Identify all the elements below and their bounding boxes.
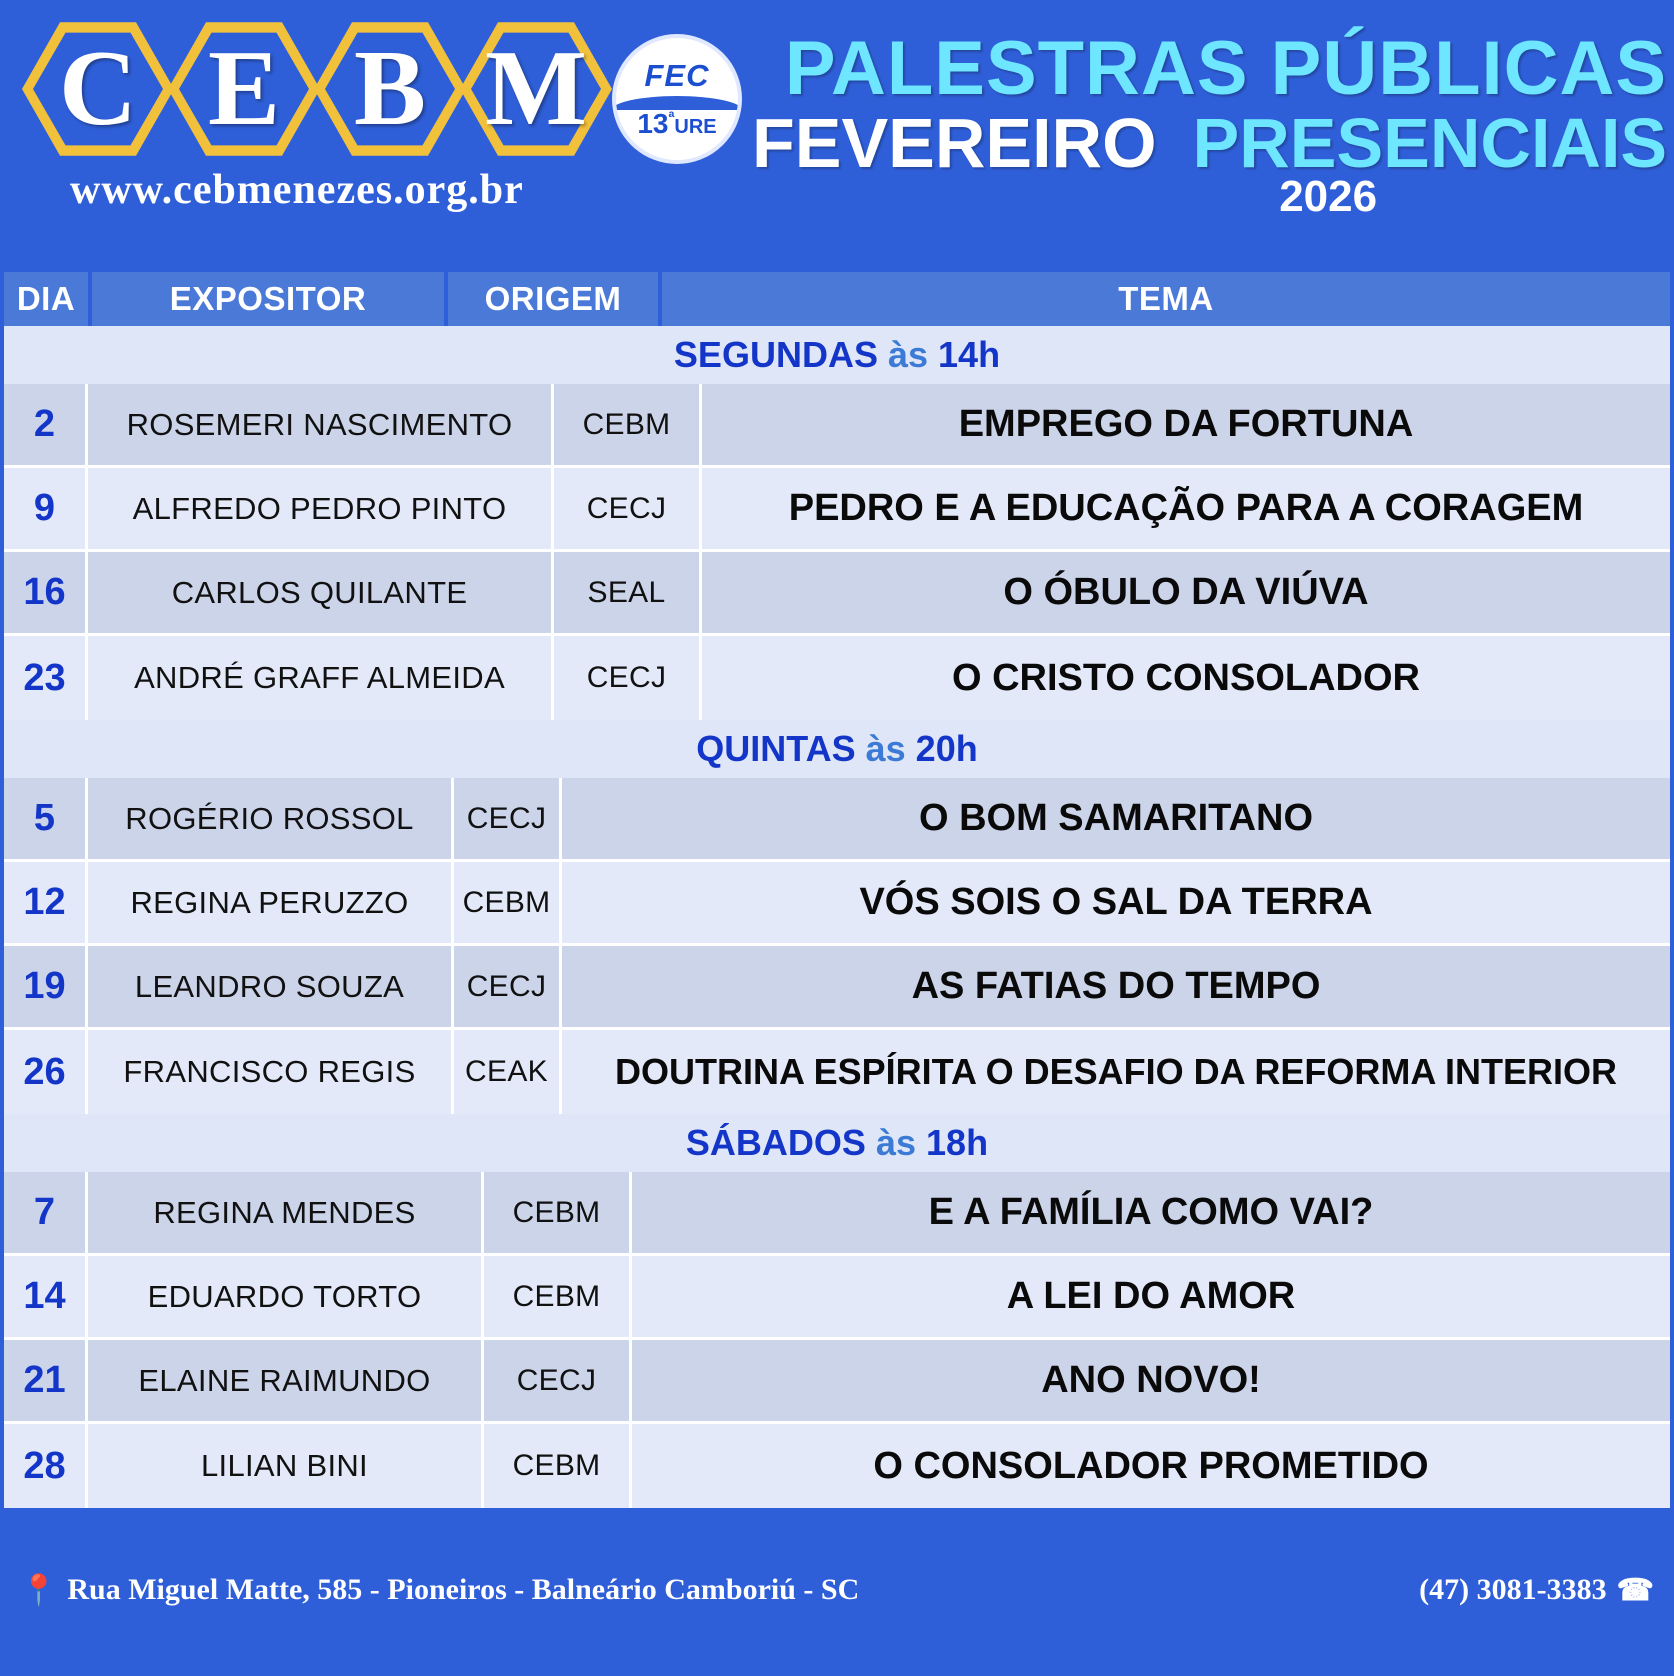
cell-expositor: REGINA MENDES bbox=[88, 1172, 484, 1253]
logo-hex-m bbox=[460, 18, 612, 160]
cell-expositor: REGINA PERUZZO bbox=[88, 862, 454, 943]
cell-expositor: ROGÉRIO ROSSOL bbox=[88, 778, 454, 859]
column-header-tema: TEMA bbox=[662, 272, 1670, 326]
logo-hex-e bbox=[168, 18, 320, 160]
schedule-group-segundas bbox=[4, 384, 1670, 720]
cell-dia: 9 bbox=[4, 468, 88, 549]
cell-dia: 19 bbox=[4, 946, 88, 1027]
table-row[interactable] bbox=[4, 1030, 1670, 1114]
cell-dia: 26 bbox=[4, 1030, 88, 1114]
cell-dia: 21 bbox=[4, 1340, 88, 1421]
cell-tema: O CRISTO CONSOLADOR bbox=[952, 656, 1420, 699]
cell-expositor: ELAINE RAIMUNDO bbox=[88, 1340, 484, 1421]
telephone-icon: ☎ bbox=[1616, 1573, 1654, 1607]
cell-origem: CEAK bbox=[454, 1030, 562, 1114]
footer-phone[interactable]: (47) 3081-3383 bbox=[1419, 1573, 1607, 1606]
logo-letter: M bbox=[485, 29, 587, 148]
footer-address: Rua Miguel Matte, 585 - Pioneiros - Balneário Camboriú - SC bbox=[67, 1573, 860, 1606]
cell-expositor: LEANDRO SOUZA bbox=[88, 946, 454, 1027]
poster-title-mode: PRESENCIAIS bbox=[1192, 103, 1668, 182]
schedule-group-sabados bbox=[4, 1172, 1670, 1508]
location-pin-icon: 📍 bbox=[20, 1573, 58, 1607]
section-title-quintas bbox=[4, 720, 1670, 778]
cell-expositor: LILIAN BINI bbox=[88, 1424, 484, 1508]
table-row[interactable] bbox=[4, 468, 1670, 552]
cell-origem: CECJ bbox=[454, 946, 562, 1027]
table-row[interactable] bbox=[4, 778, 1670, 862]
section-day-label: SÁBADOS bbox=[685, 1122, 866, 1163]
logo-hex-b bbox=[314, 18, 466, 160]
fec-badge bbox=[612, 34, 752, 164]
cell-tema: EMPREGO DA FORTUNA bbox=[958, 403, 1414, 445]
title-block bbox=[752, 12, 1674, 220]
cell-tema: E A FAMÍLIA COMO VAI? bbox=[928, 1191, 1374, 1233]
cell-tema: PEDRO E A EDUCAÇÃO PARA A CORAGEM bbox=[788, 487, 1584, 529]
cell-expositor: ALFREDO PEDRO PINTO bbox=[88, 468, 554, 549]
cell-origem: CEBM bbox=[484, 1172, 632, 1253]
cebm-logo bbox=[22, 12, 612, 160]
cell-dia: 28 bbox=[4, 1424, 88, 1508]
cell-expositor: EDUARDO TORTO bbox=[88, 1256, 484, 1337]
poster-header bbox=[4, 4, 1670, 272]
logo-letter: C bbox=[59, 29, 137, 148]
cell-dia: 5 bbox=[4, 778, 88, 859]
cell-origem: CECJ bbox=[554, 636, 702, 720]
cell-tema: O CONSOLADOR PROMETIDO bbox=[873, 1444, 1429, 1487]
poster-title-year: 2026 bbox=[1279, 171, 1378, 221]
table-row[interactable] bbox=[4, 946, 1670, 1030]
section-day-label: SEGUNDAS bbox=[673, 334, 878, 375]
cell-tema: VÓS SOIS O SAL DA TERRA bbox=[859, 881, 1373, 923]
cell-origem: CEBM bbox=[484, 1424, 632, 1508]
cell-dia: 14 bbox=[4, 1256, 88, 1337]
cell-tema: O BOM SAMARITANO bbox=[918, 797, 1314, 839]
table-row[interactable] bbox=[4, 552, 1670, 636]
cell-dia: 2 bbox=[4, 384, 88, 465]
schedule-group-quintas bbox=[4, 778, 1670, 1114]
fec-badge-top-text: FEC bbox=[644, 58, 710, 93]
fec-badge-bottom-text bbox=[616, 110, 738, 144]
logo-hex-c bbox=[22, 18, 174, 160]
cell-origem: CECJ bbox=[484, 1340, 632, 1421]
logo-letter: E bbox=[207, 29, 281, 148]
table-row[interactable] bbox=[4, 1256, 1670, 1340]
cell-tema: AS FATIAS DO TEMPO bbox=[911, 965, 1321, 1007]
cell-origem: CEBM bbox=[484, 1256, 632, 1337]
poster-footer bbox=[4, 1508, 1670, 1672]
cell-dia: 12 bbox=[4, 862, 88, 943]
website-url[interactable]: www.cebmenezes.org.br bbox=[70, 167, 524, 213]
table-row[interactable] bbox=[4, 1172, 1670, 1256]
cell-origem: CECJ bbox=[554, 468, 702, 549]
fec-badge-circle bbox=[612, 34, 742, 164]
footer-phone-block[interactable] bbox=[1419, 1573, 1654, 1608]
cell-expositor: ANDRÉ GRAFF ALMEIDA bbox=[88, 636, 554, 720]
cell-dia: 16 bbox=[4, 552, 88, 633]
table-row[interactable] bbox=[4, 862, 1670, 946]
fec-badge-ordinal: ª bbox=[668, 109, 675, 127]
cell-tema: O ÓBULO DA VIÚVA bbox=[1003, 571, 1369, 613]
cell-tema: A LEI DO AMOR bbox=[1006, 1275, 1296, 1317]
cell-dia: 23 bbox=[4, 636, 88, 720]
cell-origem: CECJ bbox=[454, 778, 562, 859]
section-as-label: às bbox=[887, 334, 929, 375]
logo-letter: B bbox=[353, 29, 427, 148]
table-column-headers bbox=[4, 272, 1670, 326]
cell-tema: ANO NOVO! bbox=[1041, 1359, 1261, 1401]
cell-origem: CEBM bbox=[454, 862, 562, 943]
cell-origem: SEAL bbox=[554, 552, 702, 633]
cell-origem: CEBM bbox=[554, 384, 702, 465]
cell-tema: DOUTRINA ESPÍRITA O DESAFIO DA REFORMA INTERIOR bbox=[614, 1051, 1617, 1092]
table-row[interactable] bbox=[4, 1424, 1670, 1508]
fec-badge-number: 13 bbox=[637, 108, 669, 139]
table-row[interactable] bbox=[4, 636, 1670, 720]
column-header-origem: ORIGEM bbox=[448, 272, 658, 326]
fec-badge-ure: URE bbox=[674, 116, 717, 138]
cell-expositor: FRANCISCO REGIS bbox=[88, 1030, 454, 1114]
section-time-label: 18h bbox=[926, 1122, 989, 1163]
column-header-dia: DIA bbox=[4, 272, 88, 326]
cell-dia: 7 bbox=[4, 1172, 88, 1253]
section-as-label: às bbox=[865, 728, 906, 769]
section-title-sabados bbox=[4, 1114, 1670, 1172]
section-day-label: QUINTAS bbox=[696, 728, 856, 769]
column-header-expositor: EXPOSITOR bbox=[92, 272, 444, 326]
section-time-label: 14h bbox=[938, 334, 1001, 375]
poster-title-month: FEVEREIRO bbox=[752, 103, 1157, 182]
section-title-segundas bbox=[4, 326, 1670, 384]
table-row[interactable] bbox=[4, 384, 1670, 468]
cell-expositor: CARLOS QUILANTE bbox=[88, 552, 554, 633]
table-row[interactable] bbox=[4, 1340, 1670, 1424]
poster-title-main: PALESTRAS PÚBLICAS bbox=[784, 26, 1668, 111]
cell-expositor: ROSEMERI NASCIMENTO bbox=[88, 384, 554, 465]
footer-address-block bbox=[20, 1573, 859, 1608]
logo-block bbox=[4, 12, 612, 214]
fec-badge-wave-icon bbox=[612, 96, 742, 110]
section-as-label: às bbox=[875, 1122, 917, 1163]
section-time-label: 20h bbox=[915, 728, 978, 769]
